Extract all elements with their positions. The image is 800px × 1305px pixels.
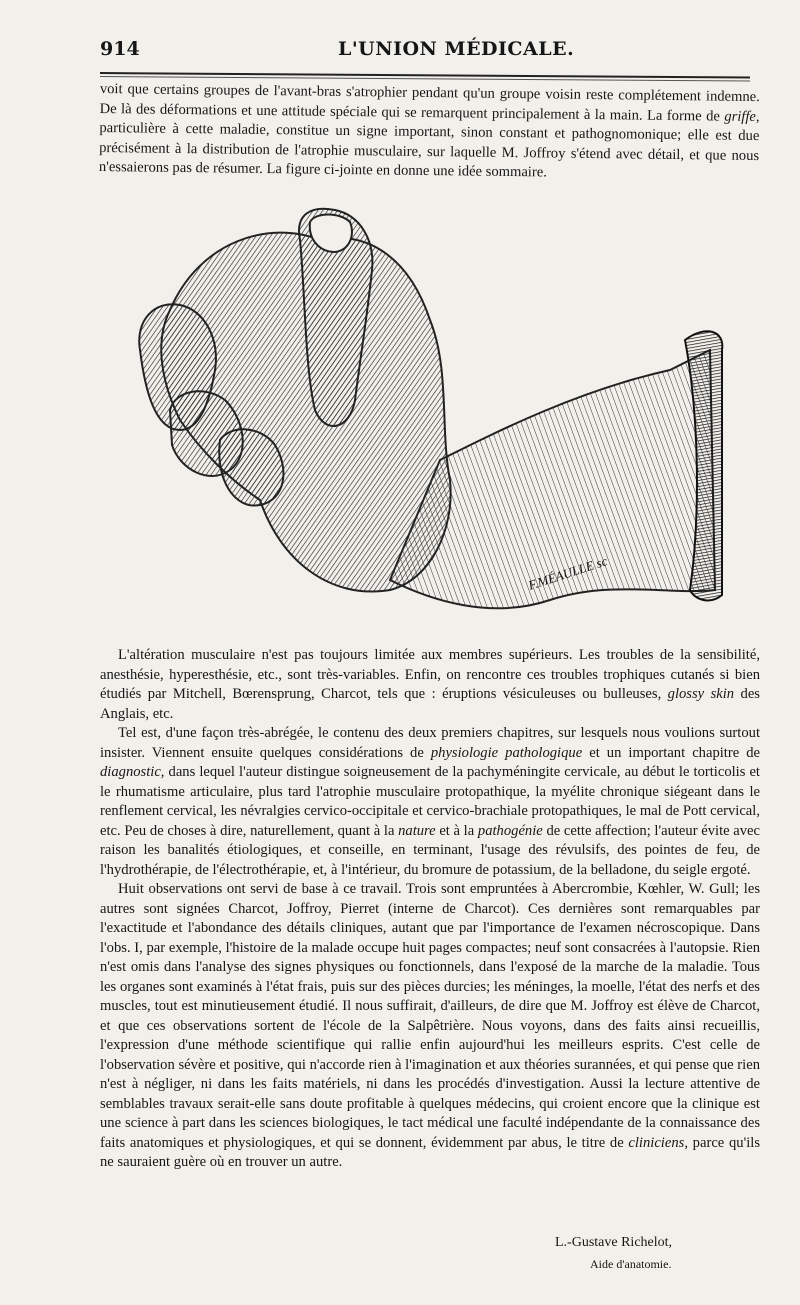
page-number: 914 <box>100 38 140 60</box>
text-run: parce qu'ils ne sauraient guère où en trouver un autre. <box>100 1134 760 1170</box>
text-run: dans lequel l'auteur distingue soigneusement de la pachyméningite cervicale, au début le torticolis et le rhumatisme articulaire, plus tard l'atrophie musculaire protopathique, la myélite chronique siégeant dans le renflement cervical, les névralgies cervico-occipitale et cervico-brachiale protopathiques, le mal de Pott cervical, etc. Peu de choses à dire, naturellement, quant à la <box>100 764 760 839</box>
text-italic: nature <box>398 822 436 839</box>
hand-engraving <box>110 200 730 640</box>
text-italic: griffe <box>724 108 757 125</box>
page-header <box>100 38 740 68</box>
paragraph-observations <box>100 880 760 1173</box>
text-run: de cette affection; l'auteur évite avec raison les banalités étiologiques, et conseille, en terminant, l'usage des révulsifs, des pointes de feu, de l'hydrothérapie, de l'électrothérapie, et, à l'intérieur, du bromure de potassium, de la belladone, du seigle ergoté. <box>100 822 761 878</box>
main-text <box>100 646 760 1173</box>
paragraph-alteration <box>100 646 760 724</box>
engraver-signature: F.MÉAULLE sc <box>526 553 610 593</box>
text-italic: glossy skin <box>667 686 735 702</box>
paragraph-intro <box>99 80 760 186</box>
text-run: et un important chapitre de <box>582 744 760 761</box>
text-run: voit que certains groupes de l'avant-bras s'atrophier pendant qu'un groupe voisin reste complétement indemne. De là des déformations et une attitude spéciale qui se remarquent principalement à la main. La forme de <box>99 80 760 125</box>
text-run: et à la <box>435 822 478 839</box>
text-run: L'altération musculaire n'est pas toujours limitée aux membres supérieurs. Les troubles de la sensibilité, anesthésie, hyperesthésie, etc., sont très-variables. Enfin, on rencontre ces troubles trophiques cutanés si bien étudiés par Mitchell, Bœrensprung, Charcot, tels que : éruptions vésiculeuses ou bulleuses, <box>100 647 760 702</box>
text-run: , particulière à cette maladie, constitue un signe important, sinon constant et pathognomonique; elle est due précisément à la distribution de l'atrophie musculaire, sur laquelle M. Joffroy s'étend avec détail, et que nous n'essaierons pas de résumer. La figure ci-jointe en donne une idée sommaire. <box>98 108 760 181</box>
text-run: Tel est, d'une façon très-abrégée, le contenu des deux premiers chapitres, sur lesquels nous voulions surtout insister. Viennent ensuite quelques considérations de <box>100 725 760 761</box>
author-signature: L.-Gustave Richelot, <box>555 1235 673 1250</box>
paragraph-chapitres <box>100 724 760 880</box>
claw-hand-figure <box>110 200 730 640</box>
text-italic: physiologie pathologique <box>430 744 583 761</box>
top-paragraph <box>99 80 760 186</box>
text-run: des Anglais, etc. <box>100 686 760 722</box>
text-italic: diagnostic, <box>100 764 165 780</box>
author-title: Aide d'anatomie. <box>590 1257 672 1271</box>
text-italic: cliniciens, <box>628 1134 688 1151</box>
text-italic: pathogénie <box>477 822 543 839</box>
text-run: Huit observations ont servi de base à ce travail. Trois sont empruntées à Abercrombie, Kœhler, W. Gull; les autres sont signées Charcot, Joffroy, Pierret (interne de Charcot). Ces dernières sont remarquables par l'exactitude et l'abondance des détails cliniques, autant que par l'importance de l'examen nécroscopique. Dans l'obs. I, par exemple, l'histoire de la malade occupe huit pages compactes; neuf sont consacrées à l'autopsie. Rien n'est omis dans l'analyse des signes physiques ou fonctionnels, dans l'exposé de la marche de la maladie. Tous les organes sont examinés à l'état frais, puis sur des pièces durcies; les méninges, la moelle, l'état des nerfs et des muscles, tout est minutieusement étudié. Il nous suffirait, d'ailleurs, de dire que M. Joffroy est élève de Charcot, et que ces observations sortent de l'école de la Salpêtrière. Nous voyons, dans des faits ainsi recueillis, l'expression d'une méthode scientifique qui rallie enfin aujourd'hui les meilleurs esprits. C'est celle de l'observation sévère et positive, qui n'accorde rien à l'imagination et aux théories surannées, et qui pense que rien n'est à négliger, ni dans les faits matériels, ni dans les procédés d'investigation. Aussi la lecture attentive de semblables travaux serait-elle sans doute profitable à quelques médecins, qui croient encore que la clinique est une science à part dans les sciences biologiques, le tact médical une faculté indépendante de la connaissance des faits anatomiques et physiologiques, et qui se donnent, évidemment par abus, le titre de <box>100 881 760 1151</box>
journal-title: L'UNION MÉDICALE. <box>338 38 575 60</box>
